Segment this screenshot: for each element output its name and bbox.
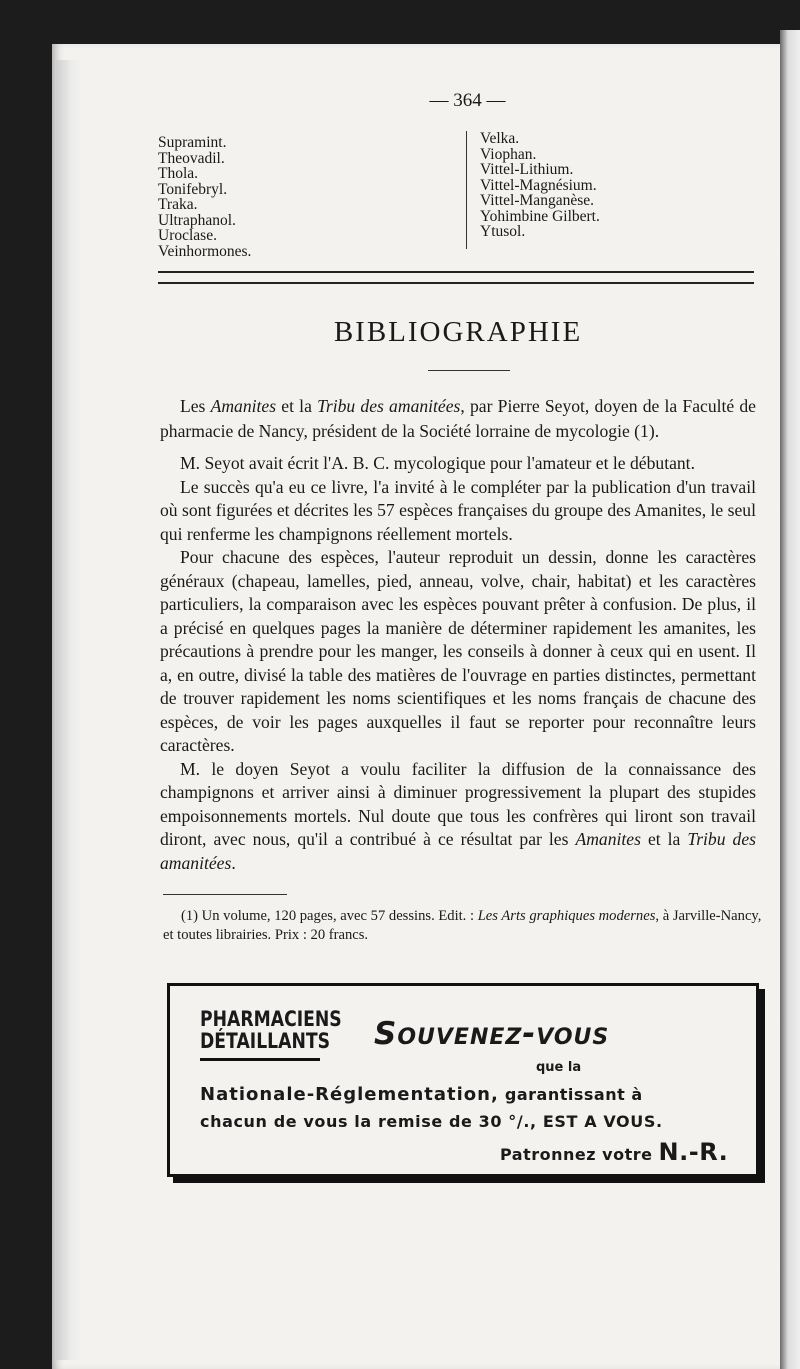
section-rule-top	[158, 271, 754, 273]
page-number: — 364 —	[429, 90, 506, 111]
review-paragraph-4	[160, 758, 756, 876]
ad-audience-line: PHARMACIENS	[200, 1007, 342, 1031]
product-list-left	[158, 135, 251, 259]
text-run: .	[231, 852, 236, 873]
section-title: BIBLIOGRAPHIE	[333, 316, 583, 348]
list-item: Ytusol.	[480, 223, 526, 240]
ad-line-3	[500, 1138, 728, 1166]
list-item: Supramint.	[158, 134, 227, 151]
product-list-right	[480, 131, 600, 240]
list-item: Yohimbine Gilbert.	[480, 207, 600, 225]
text-run: , par Pierre Seyot, doyen de la Faculté de pharmacie de Nancy, président de la Société lorraine de mycologie (1).	[160, 396, 756, 441]
list-item: Tonifebryl.	[158, 180, 228, 198]
list-item: Veinhormones.	[158, 242, 252, 260]
ad-brand: Nationale-Réglementation,	[200, 1084, 499, 1105]
ad-audience-line: DÉTAILLANTS	[200, 1029, 331, 1053]
ad-line-2: chacun de vous la remise de 30 °/., EST A VOUS.	[200, 1112, 663, 1131]
ad-audience	[200, 1007, 342, 1053]
list-item: Thola.	[158, 165, 199, 182]
text-run: , à Jarville-Nancy, et toutes librairies. Prix : 20 francs.	[163, 908, 762, 943]
book-title: Tribu des amanitées	[317, 396, 461, 416]
footnote-text	[163, 907, 763, 945]
ad-line-1	[200, 1084, 643, 1105]
ad-brand-abbrev: N.-R.	[658, 1138, 729, 1166]
text-run: garantissant à	[498, 1085, 643, 1104]
publisher-name: Les Arts graphiques modernes	[477, 908, 656, 924]
text-run: M. le doyen Seyot a voulu faciliter la diffusion de la connaissance des champignons et arriver ainsi à diminuer progressivement la plupart des stupides empoisonnements mortels. Nul doute que tous les confrères qui liront son travail diront, avec nous, qu'il a contribué à ce résultat par les	[160, 758, 756, 849]
review-paragraph-1: M. Seyot avait écrit l'A. B. C. mycologique pour l'amateur et le débutant.	[180, 453, 695, 473]
list-item: Velka.	[480, 130, 520, 147]
book-title: Amanites	[575, 829, 641, 849]
ad-audience-rule	[200, 1058, 320, 1061]
title-underline	[428, 370, 510, 371]
text-run: (1) Un volume, 120 pages, avec 57 dessins. Edit. :	[181, 908, 478, 924]
book-title: Amanites	[210, 396, 277, 416]
list-item: Theovadil.	[158, 149, 225, 167]
text-run: Les	[180, 396, 211, 416]
advertisement-box	[167, 983, 759, 1177]
page-edge	[780, 30, 800, 1369]
list-item: Vittel-Magnésium.	[480, 176, 597, 194]
section-rule-bottom	[158, 282, 754, 284]
ad-connector: que la	[536, 1060, 582, 1075]
review-text	[160, 394, 756, 875]
column-divider	[466, 131, 467, 249]
text-run: et la	[276, 396, 318, 416]
list-item: Vittel-Manganèse.	[480, 192, 594, 209]
list-item: Uroclase.	[158, 227, 217, 244]
text-run: Patronnez votre	[500, 1145, 659, 1164]
page-gutter-shadow	[56, 60, 82, 1360]
list-item: Viophan.	[480, 145, 537, 163]
footnote-rule	[163, 894, 287, 895]
book-title: Tribu des amanitées	[160, 829, 756, 873]
review-paragraph-2: Le succès qu'a eu ce livre, l'a invité à le compléter par la publication d'un travail où sont figurées et décrites les 57 espèces françaises du groupe des Amanites, le seul qui renferme les champignons réellement mortels.	[160, 476, 756, 544]
footnote	[163, 907, 763, 945]
ad-headline: Souvenez-vous	[374, 1016, 610, 1052]
list-item: Traka.	[158, 196, 198, 213]
text-run: et la	[640, 829, 688, 849]
review-paragraph-3: Pour chacune des espèces, l'auteur reproduit un dessin, donne les caractères généraux (chapeau, lamelles, pied, anneau, volve, chair, habitat) et les caractères particuliers, la comparaison avec les espèces pouvant prêter à confusion. De plus, il a précisé en quelques pages la manière de déterminer rapidement les amanites, les précautions à prendre pour les manger, les conseils à donner à ceux qui en usent. Il a, en outre, divisé la table des matières de l'ouvrage en parties distinctes, permettant de trouver rapidement les noms scientifiques et les noms français de chacune des espèces, de voir les pages auxquelles il faut se reporter pour reconnaître leurs caractères.	[160, 547, 756, 755]
list-item: Ultraphanol.	[158, 211, 236, 229]
list-item: Vittel-Lithium.	[480, 161, 574, 178]
review-intro	[160, 394, 756, 444]
